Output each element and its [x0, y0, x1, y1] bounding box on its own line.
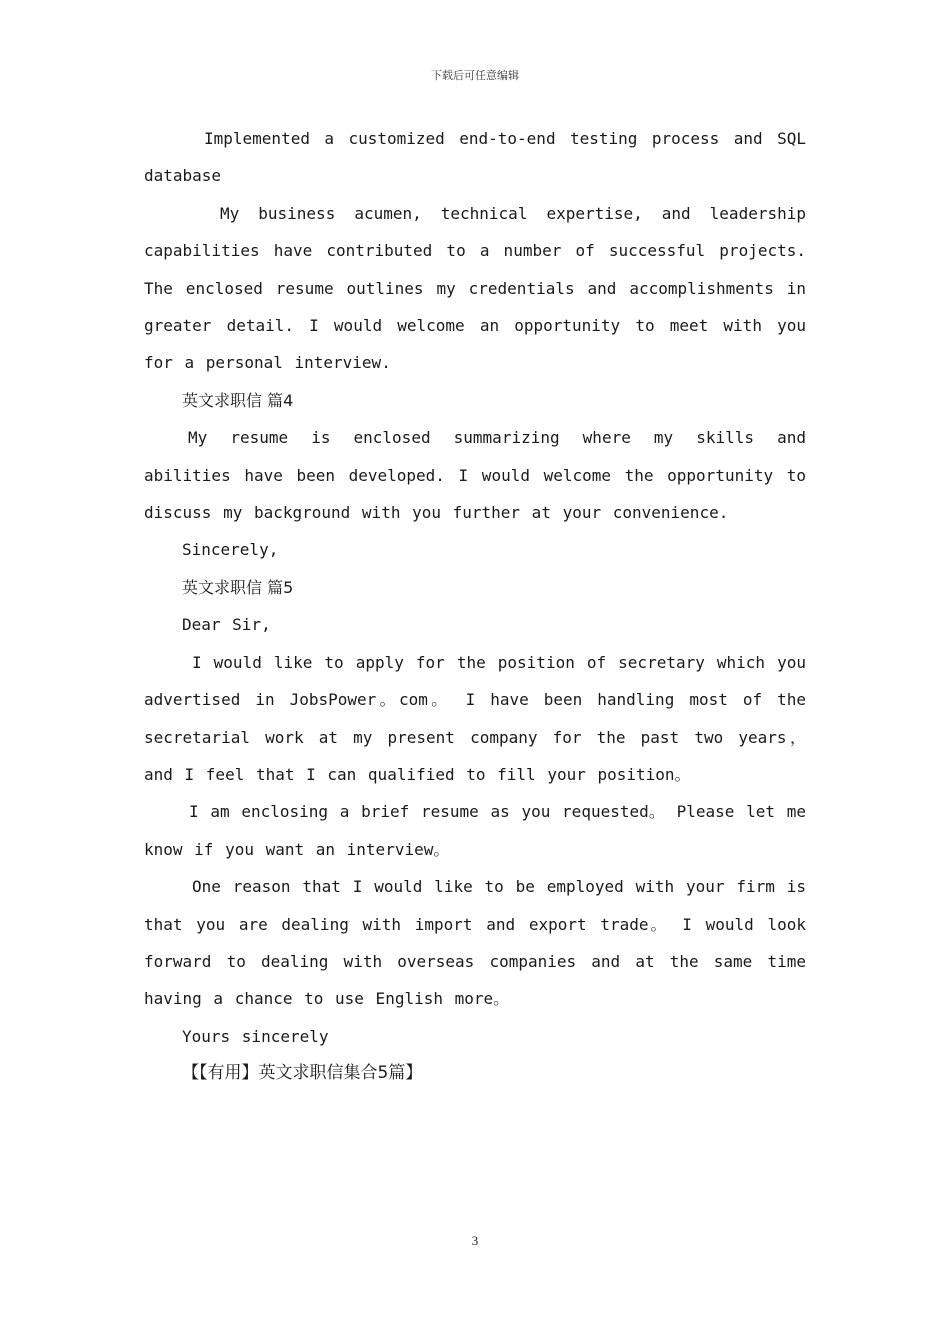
page-header: 下载后可任意编辑	[431, 69, 519, 82]
paragraph-business-acumen: My business acumen, technical expertise, and leadership capabilities have contributed to a number of successful projects. The enclosed resume outlines my credentials and accomplishments in greater detail. I would welcome an opportunity to meet with you for a personal interview.	[144, 203, 806, 373]
closing-yours-sincerely: Yours sincerely	[182, 1026, 329, 1046]
document-title: 【【有用】英文求职信集合5篇】	[182, 1063, 423, 1084]
section-heading-4: 英文求职信 篇4	[182, 390, 294, 410]
paragraph-apply-secretary: I would like to apply for the position of secretary which you advertised in JobsPower。com。 I have been handling most of the secretarial work at my present company for the past two years， and I feel that I can qualified to fill your position。	[144, 652, 806, 784]
page-number: 3	[471, 1233, 479, 1248]
paragraph-testing-process: Implemented a customized end-to-end testing process and SQL database	[144, 129, 806, 186]
paragraph-enclosing-resume: I am enclosing a brief resume as you requested。 Please let me know if you want an interview。	[144, 802, 806, 859]
section-heading-5: 英文求职信 篇5	[182, 577, 294, 597]
document-body	[144, 120, 806, 1093]
salutation-dear-sir: Dear Sir,	[182, 615, 271, 635]
closing-sincerely: Sincerely,	[182, 540, 279, 560]
paragraph-reason-employed: One reason that I would like to be employed with your firm is that you are dealing with import and export trade。 I would look forward to dealing with overseas companies and at the same time having a chance to use English more。	[144, 877, 807, 1009]
paragraph-resume-enclosed: My resume is enclosed summarizing where my skills and abilities have been developed. I would welcome the opportunity to discuss my background with you further at your convenience.	[144, 428, 806, 523]
